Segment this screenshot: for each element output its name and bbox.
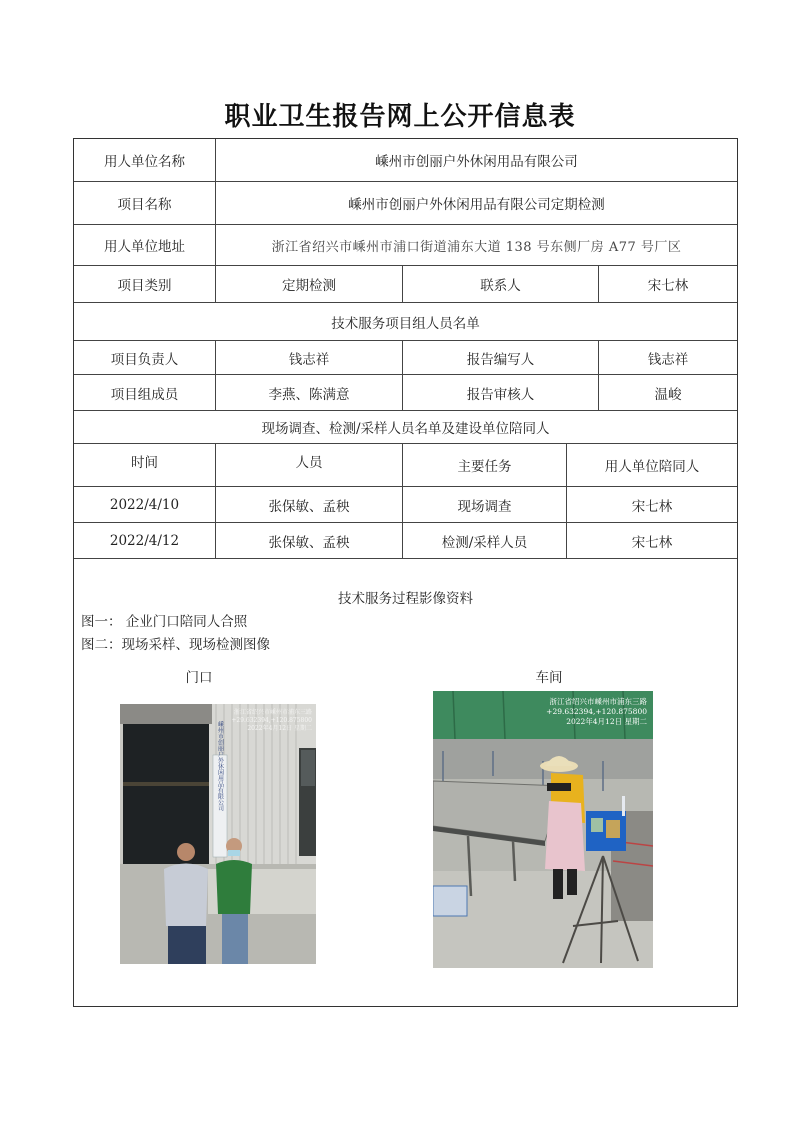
row-employer-address (74, 225, 737, 266)
header-escort: 用人单位陪同人 (604, 459, 700, 475)
reviewer-value: 温峻 (654, 386, 682, 403)
members-label: 项目组成员 (74, 375, 216, 410)
row-team-title (74, 303, 737, 341)
members-value: 李燕、陈满意 (216, 375, 403, 410)
info-table (73, 138, 738, 1007)
employer-name-label: 用人单位名称 (74, 139, 216, 181)
writer-value: 钱志祥 (647, 351, 689, 368)
team-section-title: 技术服务项目组人员名单 (331, 315, 480, 332)
fieldwork-personnel: 张保敏、孟秧 (216, 487, 403, 522)
fieldwork-escort: 宋七林 (631, 534, 673, 551)
row-project-name (74, 182, 737, 225)
leader-value: 钱志祥 (216, 341, 403, 374)
fieldwork-header-row (74, 444, 737, 487)
figure-note-1: 图一： 企业门口陪同人合照 (81, 614, 248, 630)
media-section (74, 559, 737, 1006)
reviewer-label: 报告审核人 (403, 375, 599, 410)
fieldwork-date: 2022/4/12 (74, 523, 216, 558)
photo2-caption: 车间 (535, 670, 563, 686)
row-fieldwork-title (74, 411, 737, 444)
fieldwork-personnel: 张保敏、孟秧 (216, 523, 403, 558)
fieldwork-row (74, 523, 737, 559)
project-type-label: 项目类别 (74, 266, 216, 302)
svg-text:浙江省绍兴市嵊州市浦东三路: 浙江省绍兴市嵊州市浦东三路 (233, 709, 312, 716)
project-name-value: 嵊州市创丽户外休闲用品有限公司定期检测 (348, 197, 605, 213)
svg-text:嵊州市创丽户外休闲用品有限公司 (217, 720, 224, 812)
fieldwork-task: 现场调查 (403, 487, 567, 522)
row-team-members (74, 375, 737, 411)
row-team-leader (74, 341, 737, 375)
fieldwork-row (74, 487, 737, 523)
media-section-title: 技术服务过程影像资料 (338, 591, 473, 607)
employer-address-value: 浙江省绍兴市嵊州市浦口街道浦东大道 138 号东侧厂房 A77 号厂区 (271, 239, 682, 255)
sign-text: 嵊州市创丽户外休闲用品有限公司 (216, 721, 224, 811)
entrance-photo (120, 704, 316, 964)
workshop-photo (433, 691, 653, 968)
fieldwork-escort: 宋七林 (631, 498, 673, 515)
employer-address-label: 用人单位地址 (74, 225, 216, 265)
watermark-coordinates: +29.632394,+120.875800 (546, 707, 647, 716)
figure-note-2: 图二：现场采样、现场检测图像 (81, 637, 270, 653)
watermark-location: 浙江省绍兴市嵊州市浦东三路 (549, 697, 647, 706)
svg-text:+29.632394,+120.875800: +29.632394,+120.875800 (231, 717, 312, 724)
contact-value: 宋七林 (647, 278, 689, 294)
photo1-caption: 门口 (185, 670, 213, 686)
header-personnel: 人员 (216, 444, 403, 486)
fieldwork-section-title: 现场调查、检测/采样人员名单及建设单位陪同人 (261, 421, 550, 437)
employer-name-value: 嵊州市创丽户外休闲用品有限公司 (375, 154, 578, 170)
row-project-type (74, 266, 737, 303)
fieldwork-task: 检测/采样人员 (403, 523, 567, 558)
header-main-task: 主要任务 (403, 444, 567, 486)
project-type-value: 定期检测 (216, 266, 403, 302)
fieldwork-date: 2022/4/10 (74, 487, 216, 522)
svg-text:2022年4月12日 星期二: 2022年4月12日 星期二 (247, 725, 312, 732)
writer-label: 报告编写人 (403, 341, 599, 374)
project-name-label: 项目名称 (74, 182, 216, 224)
contact-label: 联系人 (403, 266, 599, 302)
header-time: 时间 (74, 444, 216, 486)
leader-label: 项目负责人 (74, 341, 216, 374)
row-employer-name (74, 139, 737, 182)
watermark-date: 2022年4月12日 星期二 (566, 717, 647, 726)
page-title: 职业卫生报告网上公开信息表 (224, 102, 576, 132)
